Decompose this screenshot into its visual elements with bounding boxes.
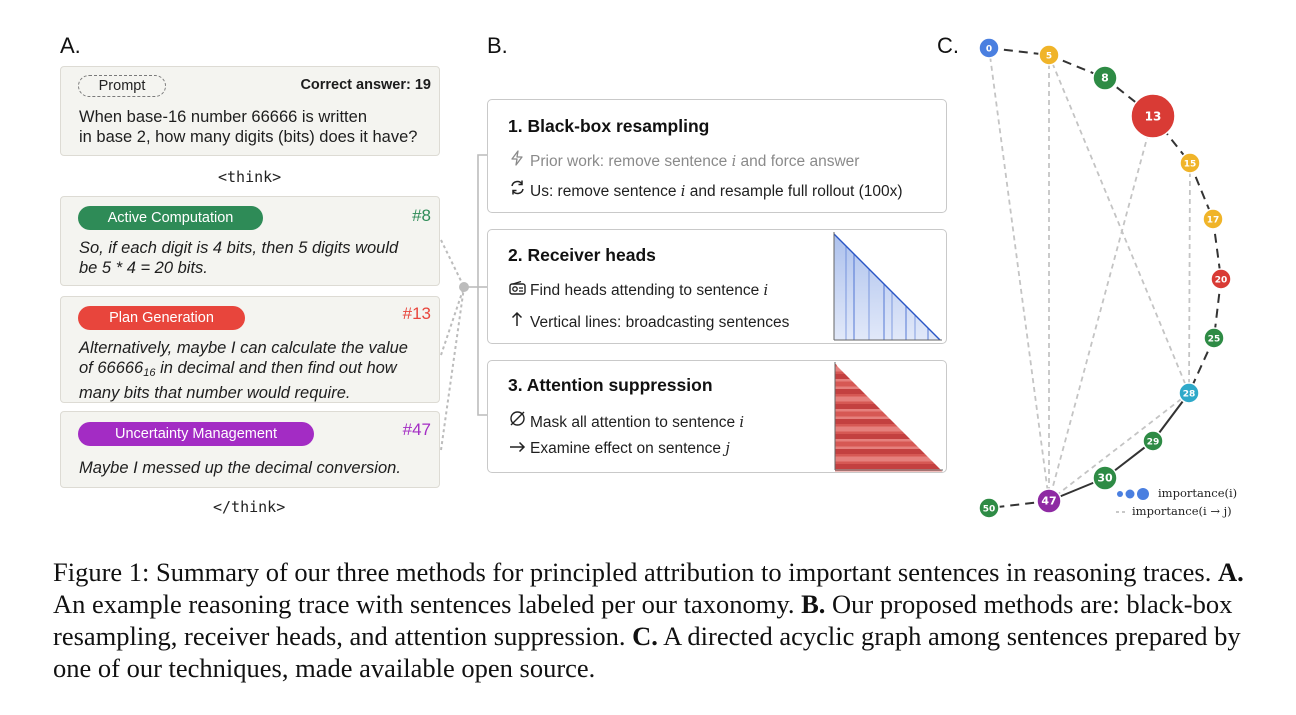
caption-text-b: Our proposed methods are: black-box resampling, receiver heads, and attention suppression. bbox=[53, 589, 1233, 651]
method-1-line-2-text: Us: remove sentence bbox=[530, 183, 681, 200]
dag-node-17 bbox=[1203, 209, 1223, 229]
dag-node-29 bbox=[1143, 431, 1163, 451]
legend-dot bbox=[1137, 488, 1149, 500]
method-3-line-1-text: Mask all attention to sentence bbox=[530, 414, 740, 431]
dag-node-label: 29 bbox=[1146, 437, 1160, 448]
method-1-line-2 bbox=[506, 179, 903, 201]
method-2-line-2-text: Vertical lines: broadcasting sentences bbox=[530, 314, 790, 331]
suppression-band bbox=[835, 389, 863, 392]
suppression-band bbox=[835, 399, 873, 402]
dag-importance-edge bbox=[1049, 116, 1153, 501]
sentence-8-line-2: be 5 * 4 = 20 bits. bbox=[79, 259, 208, 277]
prompt-line-1: When base-16 number 66666 is written bbox=[79, 108, 367, 126]
panel-label-b: B. bbox=[487, 33, 508, 58]
suppression-band bbox=[835, 442, 915, 445]
refresh-icon bbox=[506, 179, 528, 201]
method-title-3: 3. Attention suppression bbox=[508, 375, 713, 395]
dag-node-8 bbox=[1093, 66, 1117, 90]
dag-node-label: 13 bbox=[1144, 109, 1162, 124]
var-i: i bbox=[763, 283, 769, 299]
dag-importance-edge bbox=[1189, 163, 1190, 393]
suppression-band bbox=[835, 384, 858, 387]
method-card-black-box bbox=[487, 99, 947, 213]
suppression-band bbox=[835, 382, 855, 385]
legend-dot bbox=[1117, 491, 1123, 497]
attention-suppression-heatmap bbox=[833, 362, 945, 472]
suppression-band bbox=[835, 434, 908, 437]
dag-node-15 bbox=[1180, 153, 1200, 173]
suppression-band bbox=[835, 449, 923, 452]
suppression-band bbox=[835, 444, 918, 447]
dag-node-label: 20 bbox=[1214, 275, 1228, 286]
suppression-band bbox=[835, 419, 893, 422]
suppression-band bbox=[835, 429, 903, 432]
suppression-band bbox=[835, 369, 843, 372]
method-3-line-2 bbox=[506, 440, 730, 458]
suppression-band bbox=[835, 432, 905, 435]
legend-importance-node: importance(i) bbox=[1158, 486, 1238, 500]
sentence-47-line-1: Maybe I messed up the decimal conversion. bbox=[79, 459, 401, 477]
suppression-band bbox=[835, 467, 940, 470]
suppression-band bbox=[835, 374, 848, 377]
dag-node-28 bbox=[1179, 383, 1199, 403]
dag-node-25 bbox=[1204, 328, 1224, 348]
slashed-circle-icon bbox=[506, 410, 528, 432]
method-1-line-2-tail: and resample full rollout (100x) bbox=[685, 183, 903, 200]
dag-node-30 bbox=[1093, 466, 1117, 490]
dag-node-13 bbox=[1131, 94, 1175, 138]
suppression-band bbox=[835, 417, 890, 420]
arrow-right-icon bbox=[506, 440, 528, 458]
dag-node-label: 17 bbox=[1206, 215, 1220, 226]
dag-node-label: 0 bbox=[985, 44, 993, 55]
sentence-8-line-1: So, if each digit is 4 bits, then 5 digits would bbox=[79, 239, 399, 257]
sentence-number-8: #8 bbox=[412, 206, 431, 225]
dag-legend bbox=[1116, 486, 1256, 526]
sentence-dag bbox=[960, 20, 1260, 530]
caption-text-c: A directed acyclic graph among sentences prepared by one of our techniques, made available open source. bbox=[53, 621, 1241, 683]
var-i: i bbox=[680, 184, 686, 200]
method-card-attention-suppression bbox=[487, 360, 947, 473]
suppression-band bbox=[835, 457, 930, 460]
legend-dot bbox=[1126, 490, 1135, 499]
dag-node-label: 28 bbox=[1182, 389, 1196, 400]
method-2-line-1-text: Find heads attending to sentence bbox=[530, 282, 764, 299]
dag-node-20 bbox=[1211, 269, 1231, 289]
method-1-line-1-text: Prior work: remove sentence bbox=[530, 153, 732, 170]
suppression-band bbox=[835, 462, 935, 465]
suppression-band bbox=[835, 397, 870, 400]
tag-active-computation: Active Computation bbox=[78, 206, 263, 230]
var-i: i bbox=[739, 415, 745, 431]
base-subscript: 16 bbox=[143, 367, 156, 379]
dag-importance-edge bbox=[1049, 393, 1189, 501]
dag-importance-edge bbox=[989, 48, 1049, 501]
panel-label-c: C. bbox=[937, 33, 959, 58]
method-card-receiver-heads bbox=[487, 229, 947, 344]
method-1-line-1-tail: and force answer bbox=[736, 153, 860, 170]
method-3-line-2-text: Examine effect on sentence bbox=[530, 440, 726, 457]
suppression-band bbox=[835, 409, 883, 412]
prompt-badge: Prompt bbox=[78, 75, 166, 97]
suppression-band bbox=[835, 454, 928, 457]
dag-node-0 bbox=[979, 38, 999, 58]
method-title-2: 2. Receiver heads bbox=[508, 245, 656, 265]
suppression-band bbox=[835, 407, 880, 410]
radio-icon bbox=[506, 281, 528, 300]
sentence-number-47: #47 bbox=[402, 420, 431, 439]
suppression-band bbox=[835, 452, 925, 455]
caption-label-c: C. bbox=[632, 621, 658, 651]
tag-uncertainty-management: Uncertainty Management bbox=[78, 422, 314, 446]
suppression-band bbox=[835, 427, 900, 430]
suppression-band bbox=[835, 464, 938, 467]
method-2-line-1 bbox=[506, 281, 768, 300]
method-title-1: 1. Black-box resampling bbox=[508, 116, 710, 136]
suppression-band bbox=[835, 387, 860, 390]
dag-node-label: 25 bbox=[1207, 334, 1221, 345]
method-1-line-1 bbox=[506, 150, 859, 171]
suppression-band bbox=[835, 414, 888, 417]
caption-text-a: An example reasoning trace with sentences labeled per our taxonomy. bbox=[53, 589, 802, 619]
dag-node-47 bbox=[1037, 489, 1061, 513]
sentence-13-line-1: Alternatively, maybe I can calculate the value bbox=[79, 339, 408, 357]
suppression-band bbox=[835, 367, 840, 370]
suppression-band bbox=[835, 422, 895, 425]
suppression-band bbox=[835, 394, 868, 397]
suppression-band bbox=[835, 372, 845, 375]
dag-node-5 bbox=[1039, 45, 1059, 65]
arrow-up-icon bbox=[506, 311, 528, 332]
caption-intro: Figure 1: Summary of our three methods for principled attribution to important sentences in reasoning traces. bbox=[53, 557, 1218, 587]
suppression-band bbox=[835, 459, 933, 462]
figure-caption bbox=[53, 556, 1248, 684]
suppression-band bbox=[835, 402, 875, 405]
dag-node-label: 5 bbox=[1045, 51, 1053, 62]
var-i: i bbox=[731, 154, 737, 170]
dag-node-label: 47 bbox=[1041, 494, 1057, 508]
suppression-band bbox=[835, 437, 910, 440]
caption-label-b: B. bbox=[801, 589, 826, 619]
think-open-tag: <think> bbox=[218, 168, 282, 186]
suppression-band bbox=[835, 392, 865, 395]
sentence-13-line-2-pre: of 66666 bbox=[79, 359, 144, 377]
suppression-band bbox=[835, 412, 885, 415]
correct-answer: Correct answer: 19 bbox=[300, 77, 431, 93]
think-close-tag: </think> bbox=[213, 498, 286, 516]
dag-node-50 bbox=[979, 498, 999, 518]
method-3-line-1 bbox=[506, 410, 744, 432]
dag-node-label: 50 bbox=[982, 504, 996, 515]
sentence-13-line-2-post: in decimal and then find out how bbox=[155, 359, 397, 377]
caption-label-a: A. bbox=[1217, 557, 1244, 587]
var-j: j bbox=[725, 441, 730, 457]
sentence-number-13: #13 bbox=[402, 304, 431, 323]
suppression-band bbox=[835, 377, 850, 380]
dag-node-label: 30 bbox=[1097, 471, 1113, 485]
legend-importance-edge: importance(i → j) bbox=[1132, 504, 1232, 518]
method-2-line-2 bbox=[506, 311, 789, 332]
dag-node-label: 15 bbox=[1183, 159, 1197, 170]
suppression-band bbox=[835, 404, 878, 407]
suppression-band bbox=[835, 379, 853, 382]
suppression-band bbox=[835, 424, 898, 427]
suppression-band bbox=[835, 439, 913, 442]
dag-node-label: 8 bbox=[1101, 71, 1109, 85]
sentence-13-line-3: many bits that number would require. bbox=[79, 384, 351, 402]
suppression-band bbox=[835, 447, 920, 450]
panel-label-a: A. bbox=[60, 33, 81, 58]
lightning-icon bbox=[506, 150, 528, 171]
tag-plan-generation: Plan Generation bbox=[78, 306, 245, 330]
prompt-line-2: in base 2, how many digits (bits) does it have? bbox=[79, 128, 418, 146]
receiver-heads-heatmap bbox=[832, 232, 944, 342]
